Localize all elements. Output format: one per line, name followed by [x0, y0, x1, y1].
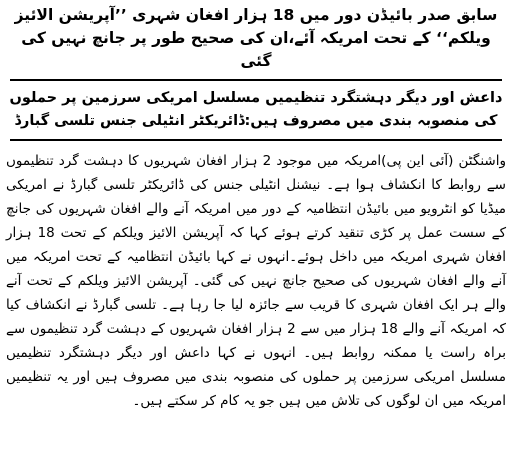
divider-rule — [10, 79, 502, 81]
subheadline: داعش اور دیگر دہشتگرد تنظیمیں مسلسل امریکی سرزمین پر حملوں کی منصوبہ بندی میں مصروف ہیں:ڈائریکٹر انٹیلی جنس تلسی گبارڈ — [9, 90, 503, 129]
news-clipping — [0, 4, 512, 413]
divider-rule — [10, 139, 502, 141]
headline: سابق صدر بائیڈن دور میں 18 ہزار افغان شہری ’’آپریشن الائیز ویلکم‘‘ کے تحت امریکہ آئے،ان کی صحیح طور پر جانچ نہیں کی گئی — [14, 6, 498, 70]
article-body: واشنگٹن (آئی این پی)امریکہ میں موجود 2 ہزار افغان شہریوں کا دہشت گرد تنظیموں سے روابط کا انکشاف ہوا ہے۔ نیشنل انٹیلی جنس کی ڈائریکٹر تلسی گبارڈ نے امریکی میڈیا کو انٹرویو میں بائیڈن انتظامیہ کے دور میں امریکہ آنے والے افغان شہریوں کی جانچ کے سست عمل پر کڑی تنقید کرتے ہوئے کہا کہ آپریشن الائیز ویلکم کے تحت 18 ہزار افغان شہری امریکہ میں داخل ہوئے۔انہوں نے کہا بائیڈن انتظامیہ کے تحت امریکہ میں آنے والے افغان شہریوں کی صحیح جانچ نہیں کی گئی۔ آپریشن الائیز ویلکم کے تحت آنے والے ہر ایک افغان شہری کا قریب سے جائزہ لیا جا رہا ہے۔ تلسی گبارڈ نے انکشاف کیا کہ امریکہ آنے والے 18 ہزار میں سے 2 ہزار افغان شہریوں کے دہشت گرد تنظیموں سے براہ راست یا ممکنہ روابط ہیں۔ انہوں نے کہا داعش اور دیگر دہشتگرد تنظیمیں مسلسل امریکی سرزمین پر حملوں کی منصوبہ بندی میں مصروف ہیں اور یہ تنظیمیں امریکہ میں ان لوگوں کی تلاش میں ہیں جو یہ کام کر سکتے ہیں۔ — [6, 153, 506, 409]
